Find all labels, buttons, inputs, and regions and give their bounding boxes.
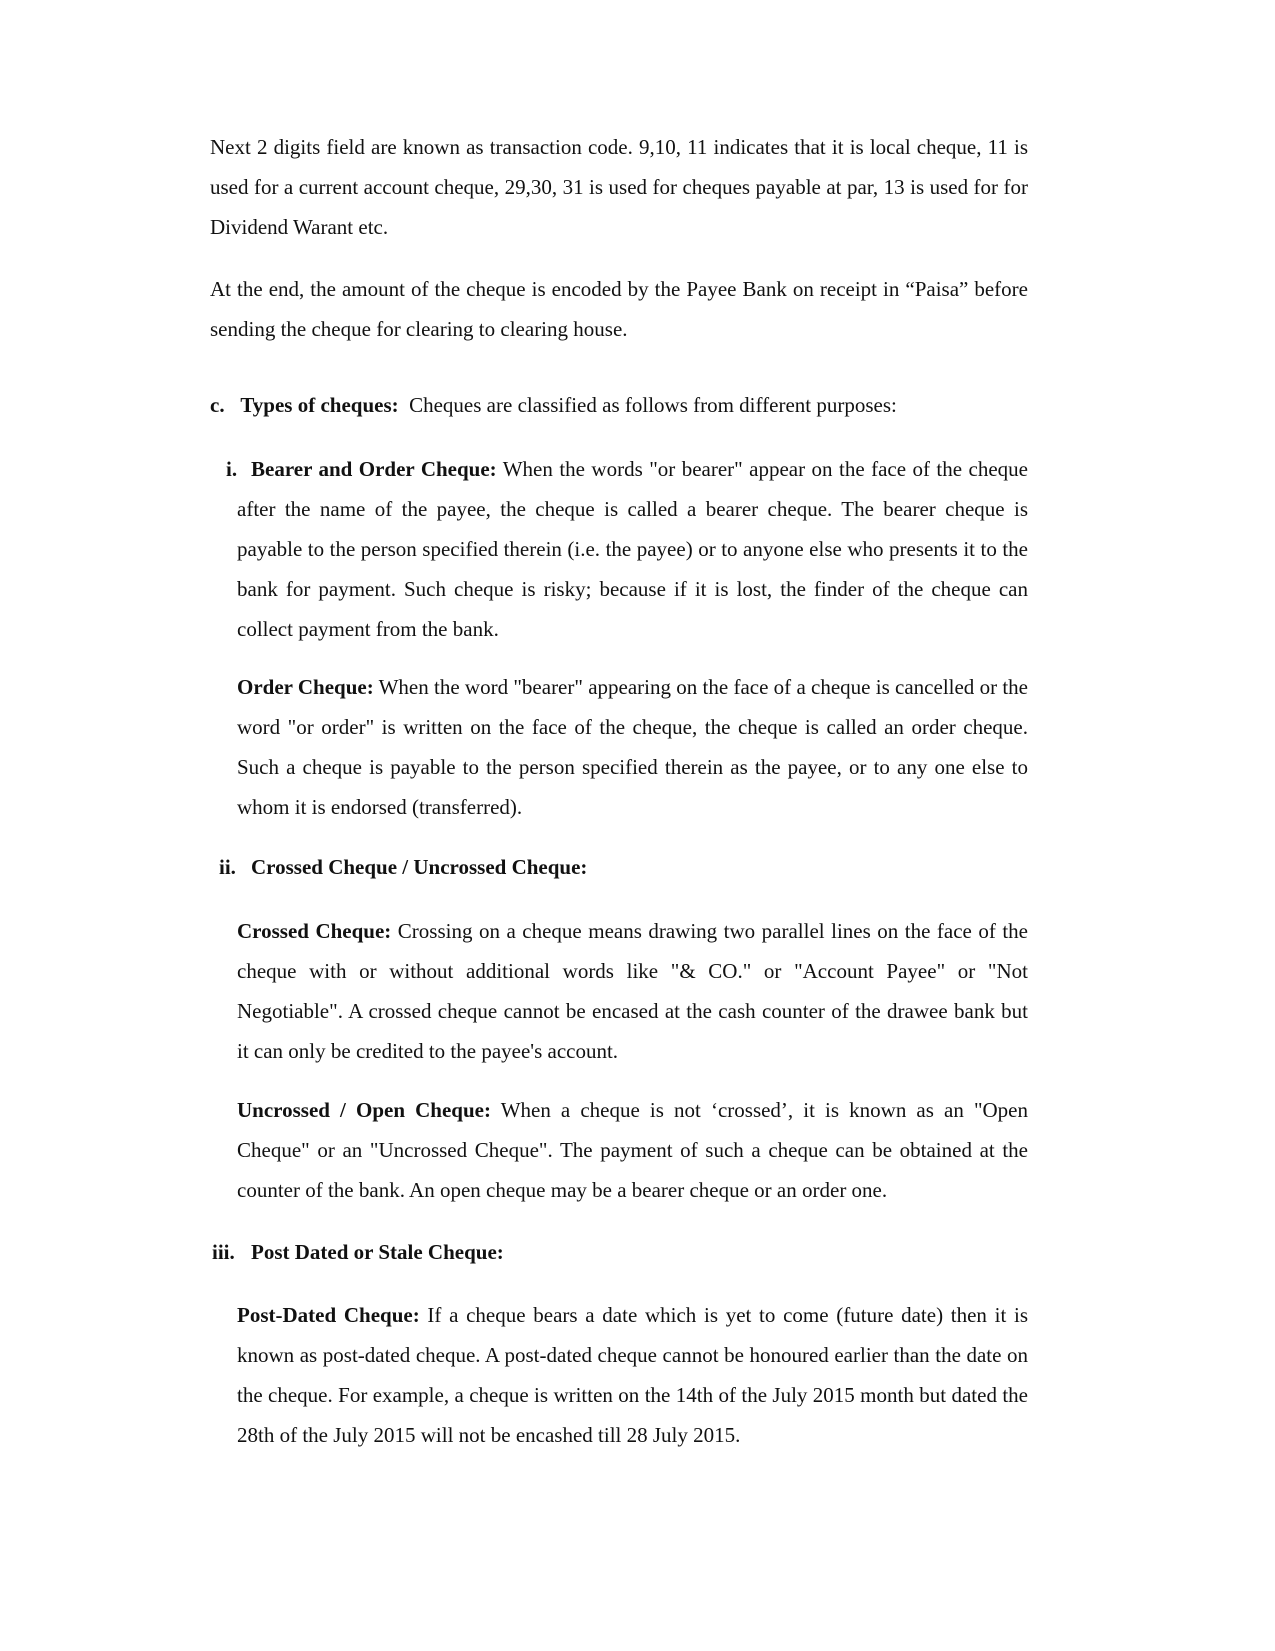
item-i-title: Bearer and Order Cheque: [251, 457, 497, 481]
item-iii-heading [251, 1232, 1028, 1272]
paragraph-amount-encoding: At the end, the amount of the cheque is encoded by the Payee Bank on receipt in “Paisa” before sending the cheque for clearing to clearing house. [210, 277, 1028, 341]
section-c-heading [210, 385, 1040, 425]
uncrossed-cheque-title: Uncrossed / Open Cheque: [237, 1098, 491, 1122]
item-ii-title: Crossed Cheque / Uncrossed Cheque: [251, 855, 588, 879]
item-ii-heading [251, 847, 1028, 887]
section-c-title: Types of cheques: [240, 393, 399, 417]
item-ii-marker: ii. [219, 855, 236, 879]
item-i-paragraph: Bearer and Order Cheque: When the words "or bearer" appear on the face of the cheque after the name of the payee, the cheque is called a bearer cheque. The bearer cheque is payable to the person specified therein (i.e. the payee) or to anyone else who presents it to the bank for payment. Such cheque is risky; because if it is lost, the finder of the cheque can collect payment from the bank. [237, 457, 1028, 641]
paragraph-transaction-code: Next 2 digits field are known as transaction code. 9,10, 11 indicates that it is local cheque, 11 is used for a current account cheque, 29,30, 31 is used for cheques payable at par, 13 is used for for Dividend Warant etc. [210, 135, 1028, 239]
post-dated-title: Post-Dated Cheque: [237, 1303, 420, 1327]
section-c-text: Cheques are classified as follows from different purposes: [409, 393, 897, 417]
item-i-marker: i. [226, 457, 238, 481]
item-iii-title: Post Dated or Stale Cheque: [251, 1240, 504, 1264]
post-dated-cheque-paragraph: Post-Dated Cheque: If a cheque bears a date which is yet to come (future date) then it is known as post-dated cheque. A post-dated cheque cannot be honoured earlier than the date on the cheque. For example, a cheque is written on the 14th of the July 2015 month but dated the 28th of the July 2015 will not be encashed till 28 July 2015. [237, 1303, 1028, 1447]
order-cheque-title: Order Cheque: [237, 675, 374, 699]
section-c-marker: c. [210, 393, 225, 417]
uncrossed-cheque-paragraph: Uncrossed / Open Cheque: When a cheque is not ‘crossed’, it is known as an "Open Cheque" or an "Uncrossed Cheque". The payment of such a cheque can be obtained at the counter of the bank. An open cheque may be a bearer cheque or an order one. [237, 1098, 1029, 1202]
item-iii-marker: iii. [212, 1240, 235, 1264]
order-cheque-paragraph: Order Cheque: When the word "bearer" appearing on the face of a cheque is cancelled or the word "or order" is written on the face of the cheque, the cheque is called an order cheque. Such a cheque is payable to the person specified therein as the payee, or to any one else to whom it is endorsed (transferred). [237, 675, 1028, 819]
crossed-cheque-title: Crossed Cheque: [237, 919, 392, 943]
crossed-cheque-paragraph: Crossed Cheque: Crossing on a cheque means drawing two parallel lines on the face of the cheque with or without additional words like "& CO." or "Account Payee" or "Not Negotiable". A crossed cheque cannot be encased at the cash counter of the drawee bank but it can only be credited to the payee's account. [237, 919, 1029, 1063]
